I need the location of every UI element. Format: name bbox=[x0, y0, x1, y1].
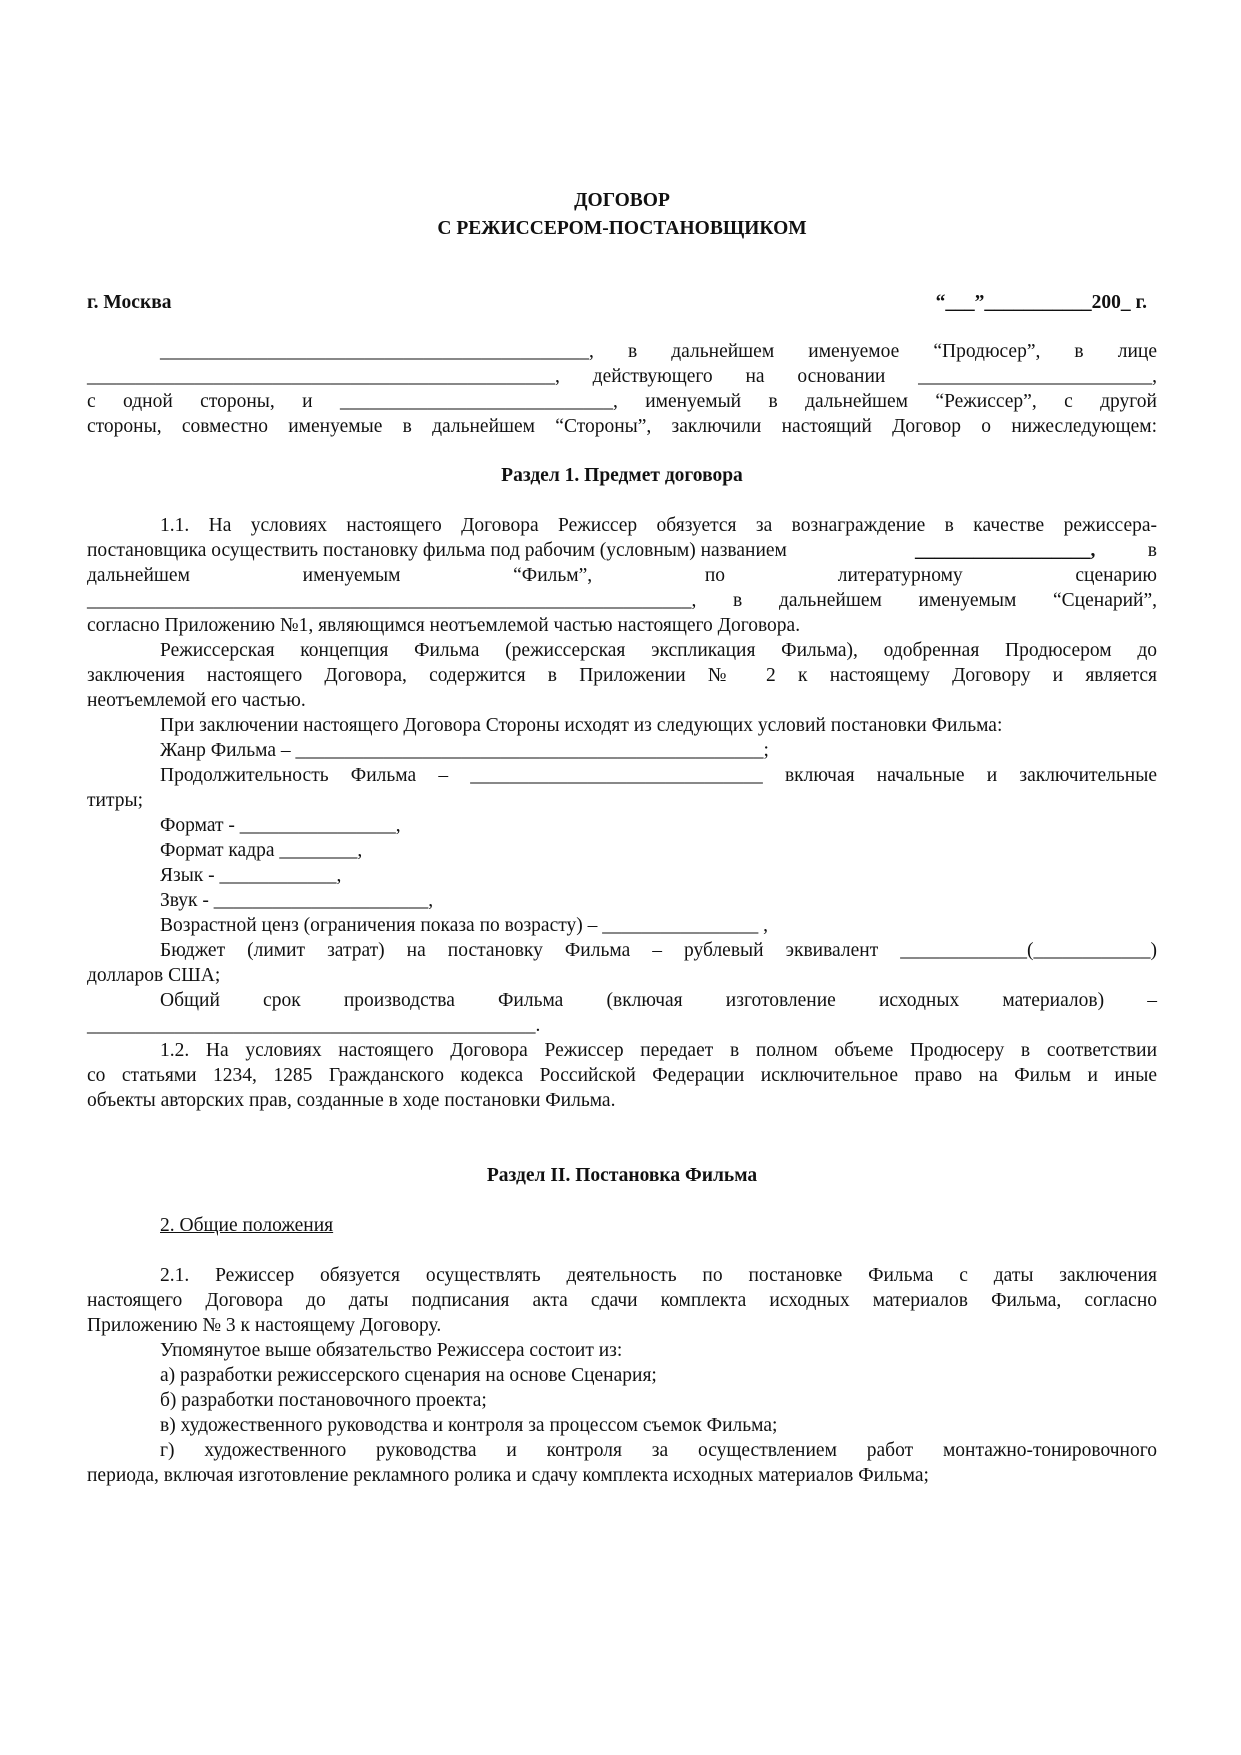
paragraph-line: согласно Приложению №1, являющимся неотъемлемой частью настоящего Договора. bbox=[87, 615, 801, 636]
city: г. Москва bbox=[87, 292, 172, 313]
language-line: Язык - ____________, bbox=[160, 865, 342, 886]
document-title bbox=[87, 187, 1157, 243]
paragraph-line: ______________________________________________________________, в дальнейшем именуемым “Сценарий”, bbox=[87, 590, 1157, 611]
paragraph-line: заключения настоящего Договора, содержится в Приложении № 2 к настоящему Договору и является bbox=[87, 665, 1157, 686]
paragraph-line: со статьями 1234, 1285 Гражданского кодекса Российской Федерации исключительное право на Фильм и иные bbox=[87, 1065, 1157, 1086]
list-item: в) художественного руководства и контроля за процессом съемок Фильма; bbox=[160, 1415, 778, 1436]
word-v: в bbox=[1147, 540, 1157, 561]
list-item: б) разработки постановочного проекта; bbox=[160, 1390, 487, 1411]
paragraph-line: Режиссерская концепция Фильма (режиссерская экспликация Фильма), одобренная Продюсером до bbox=[160, 640, 1157, 661]
preamble-line: ________________________________________________, действующего на основании ________________________, bbox=[87, 366, 1157, 387]
budget-line: Бюджет (лимит затрат) на постановку Фильма – рублевый эквивалент _____________(____________) bbox=[160, 940, 1157, 961]
paragraph-line: 1.2. На условиях настоящего Договора Режиссер передает в полном объеме Продюсеру в соответствии bbox=[160, 1040, 1157, 1061]
list-item: г) художественного руководства и контроля за осуществлением работ монтажно-тонировочного bbox=[160, 1440, 1157, 1461]
paragraph-line bbox=[87, 538, 1157, 564]
contract-date: “___”___________200_ г. bbox=[935, 292, 1147, 313]
film-title-blank: __________________, bbox=[915, 540, 1096, 561]
sound-line: Звук - ______________________, bbox=[160, 890, 434, 911]
general-provisions-heading: 2. Общие положения bbox=[160, 1215, 334, 1236]
title-line-2: С РЕЖИССЕРОМ-ПОСТАНОВЩИКОМ bbox=[437, 218, 807, 239]
paragraph-line: 1.1. На условиях настоящего Договора Режиссер обязуется за вознаграждение в качестве режиссера- bbox=[160, 515, 1157, 536]
term-line: Общий срок производства Фильма (включая изготовление исходных материалов) – bbox=[160, 990, 1157, 1011]
title-line-1: ДОГОВОР bbox=[574, 190, 670, 211]
paragraph-line: настоящего Договора до даты подписания акта сдачи комплекта исходных материалов Фильма, согласно bbox=[87, 1290, 1157, 1311]
preamble-line: с одной стороны, и ____________________________, именуемый в дальнейшем “Режиссер”, с другой bbox=[87, 391, 1157, 412]
frame-format-line: Формат кадра ________, bbox=[160, 840, 363, 861]
age-rating-line: Возрастной ценз (ограничения показа по возрасту) – ________________ , bbox=[160, 915, 768, 936]
paragraph-line: объекты авторских прав, созданные в ходе постановки Фильма. bbox=[87, 1090, 616, 1111]
paragraph-line: ______________________________________________. bbox=[87, 1015, 541, 1036]
paragraph-line: титры; bbox=[87, 790, 143, 811]
paragraph-line: При заключении настоящего Договора Стороны исходят из следующих условий постановки Фильма: bbox=[160, 715, 1003, 736]
paragraph-line: Упомянутое выше обязательство Режиссера состоит из: bbox=[160, 1340, 623, 1361]
section-1-heading: Раздел 1. Предмет договора bbox=[501, 465, 743, 486]
section-2-heading: Раздел II. Постановка Фильма bbox=[486, 1165, 758, 1186]
duration-line: Продолжительность Фильма – ______________________________ включая начальные и заключительные bbox=[160, 765, 1157, 786]
subsection-heading bbox=[87, 1213, 1157, 1239]
preamble-line: стороны, совместно именуемые в дальнейшем “Стороны”, заключили настоящий Договор о нижеследующем: bbox=[87, 416, 1157, 437]
list-item-continuation: периода, включая изготовление рекламного ролика и сдачу комплекта исходных материалов Фильма; bbox=[87, 1465, 929, 1486]
list-item: а) разработки режиссерского сценария на основе Сценария; bbox=[160, 1365, 657, 1386]
paragraph-line: 2.1. Режиссер обязуется осуществлять деятельность по постановке Фильма с даты заключения bbox=[160, 1265, 1157, 1286]
genre-line: Жанр Фильма – ________________________________________________; bbox=[160, 740, 769, 761]
paragraph-line: Приложению № 3 к настоящему Договору. bbox=[87, 1315, 442, 1336]
paragraph-line: дальнейшем именуемым “Фильм”, по литературному сценарию bbox=[87, 565, 1157, 586]
paragraph-line: неотъемлемой его частью. bbox=[87, 690, 306, 711]
preamble-line: ____________________________________________, в дальнейшем именуемое “Продюсер”, в лице bbox=[160, 341, 1157, 362]
format-line: Формат - ________________, bbox=[160, 815, 401, 836]
title-text: постановщика осуществить постановку фильма под рабочим (условным) названием bbox=[87, 540, 787, 561]
paragraph-line: долларов США; bbox=[87, 965, 221, 986]
